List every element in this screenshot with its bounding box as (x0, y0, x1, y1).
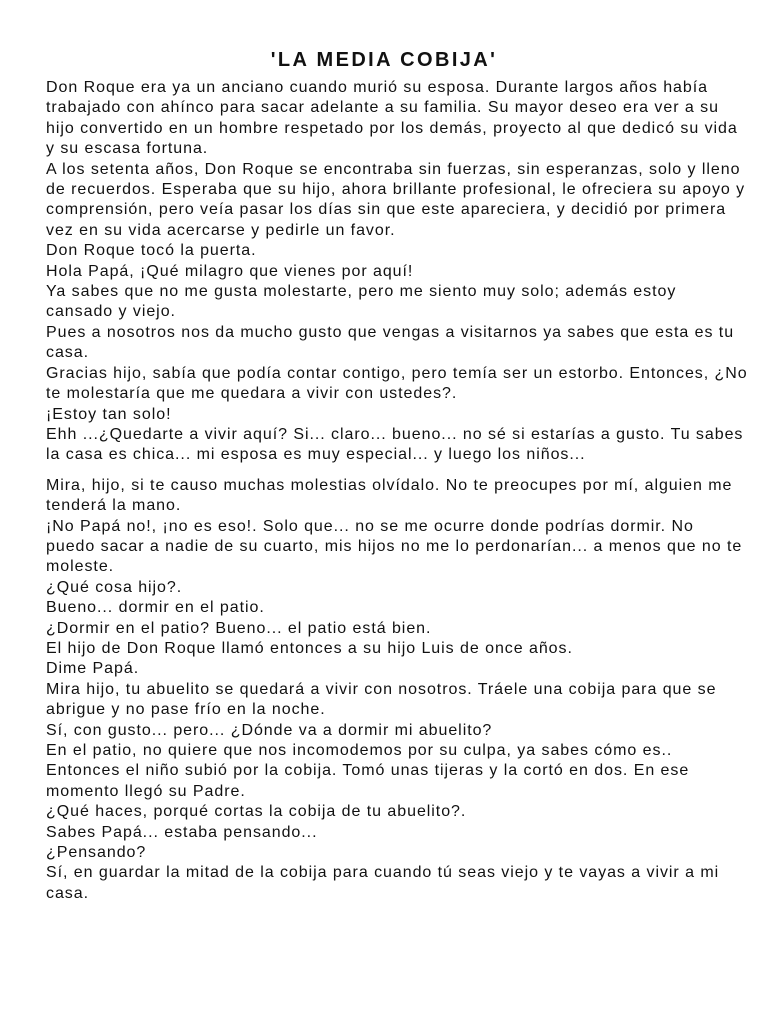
text-line: abrigue y no pase frío en la noche. (46, 701, 326, 719)
text-line: tenderá la mano. (46, 497, 182, 515)
dialogue-line (46, 282, 746, 323)
dialogue-line (46, 476, 746, 517)
text-line: y su escasa fortuna. (46, 140, 209, 158)
text-line: trabajado con ahínco para sacar adelante a su familia. Su mayor deseo era ver a su (46, 99, 719, 117)
dialogue-line (46, 741, 746, 761)
text-line: ¿Qué cosa hijo?. (46, 578, 183, 596)
text-line: Bueno... dormir en el patio. (46, 599, 265, 617)
dialogue-line (46, 721, 746, 741)
dialogue-line (46, 262, 746, 282)
text-line: comprensión, pero veía pasar los días sin que este apareciera, y decidió por primera (46, 201, 727, 219)
text-line: Ya sabes que no me gusta molestarte, pero me siento muy solo; además estoy (46, 283, 677, 301)
text-line: casa. (46, 884, 89, 902)
text-line: En el patio, no quiere que nos incomodemos por su culpa, ya sabes cómo es.. (46, 742, 673, 759)
text-line: puedo sacar a nadie de su cuarto, mis hijos no me lo perdonarían... a menos que no te (46, 537, 743, 555)
dialogue-line (46, 619, 746, 639)
document-title: 'LA MEDIA COBIJA' (270, 49, 498, 71)
text-line: Sabes Papá... estaba pensando... (46, 823, 318, 841)
text-line: Sí, en guardar la mitad de la cobija para cuando tú seas viejo y te vayas a vivir a mi (46, 864, 720, 882)
dialogue-line (46, 680, 746, 721)
dialogue-line (46, 863, 746, 904)
text-line: te molestaría que me quedara a vivir con ustedes?. (46, 385, 458, 403)
text-line: vez en su vida acercarse y pedirle un favor. (46, 221, 396, 239)
text-line: ¿Qué haces, porqué cortas la cobija de tu abuelito?. (46, 803, 467, 821)
text-line: Don Roque tocó la puerta. (46, 242, 257, 260)
dialogue-line (46, 323, 746, 364)
dialogue-line (46, 802, 746, 822)
dialogue-line (46, 364, 746, 405)
dialogue-line (46, 843, 746, 863)
dialogue-line (46, 578, 746, 598)
text-line: Hola Papá, ¡Qué milagro que vienes por aquí! (46, 262, 414, 280)
text-line: ¡No Papá no!, ¡no es eso!. Solo que... no se me ocurre donde podrías dormir. No (46, 517, 694, 535)
text-line: ¡Estoy tan solo! (46, 405, 172, 423)
paragraph (46, 241, 746, 261)
document-body (46, 78, 746, 904)
text-line: El hijo de Don Roque llamó entonces a su hijo Luis de once años. (46, 639, 573, 657)
text-line: la casa es chica... mi esposa es muy especial... y luego los niños... (46, 446, 586, 464)
text-line: Mira, hijo, si te causo muchas molestias olvídalo. No te preocupes por mí, alguien me (46, 476, 733, 494)
paragraph (46, 160, 746, 242)
text-line: cansado y viejo. (46, 303, 176, 321)
text-line: Dime Papá. (46, 660, 140, 678)
paragraph (46, 761, 746, 802)
text-line: Ehh ...¿Quedarte a vivir aquí? Si... claro... bueno... no sé si estarías a gusto. Tu sabes (46, 425, 744, 443)
paragraph (46, 639, 746, 659)
text-line: Gracias hijo, sabía que podía contar contigo, pero temía ser un estorbo. Entonces, ¿No (46, 364, 748, 382)
dialogue-line (46, 598, 746, 618)
text-line: ¿Pensando? (46, 844, 147, 862)
text-line: ¿Dormir en el patio? Bueno... el patio está bien. (46, 619, 432, 637)
dialogue-line (46, 405, 746, 425)
text-line: Don Roque era ya un anciano cuando murió su esposa. Durante largos años había (46, 79, 708, 96)
text-line: Mira hijo, tu abuelito se quedará a vivir con nosotros. Tráele una cobija para que se (46, 680, 717, 698)
text-line: moleste. (46, 558, 115, 576)
text-line: casa. (46, 344, 89, 362)
dialogue-line (46, 823, 746, 843)
dialogue-line (46, 659, 746, 679)
text-line: Pues a nosotros nos da mucho gusto que vengas a visitarnos ya sabes que esta es tu (46, 323, 735, 341)
dialogue-line (46, 425, 746, 466)
paragraph (46, 78, 746, 160)
text-line: Sí, con gusto... pero... ¿Dónde va a dormir mi abuelito? (46, 721, 493, 739)
text-line: de recuerdos. Esperaba que su hijo, ahora brillante profesional, le ofreciera su apoyo y (46, 181, 746, 199)
text-line: momento llegó su Padre. (46, 782, 246, 800)
text-line: A los setenta años, Don Roque se encontraba sin fuerzas, sin esperanzas, solo y lleno (46, 160, 741, 178)
dialogue-line (46, 517, 746, 578)
text-line: hijo convertido en un hombre respetado por los demás, proyecto al que dedicó su vida (46, 119, 738, 137)
text-line: Entonces el niño subió por la cobija. Tomó unas tijeras y la cortó en dos. En ese (46, 762, 690, 780)
